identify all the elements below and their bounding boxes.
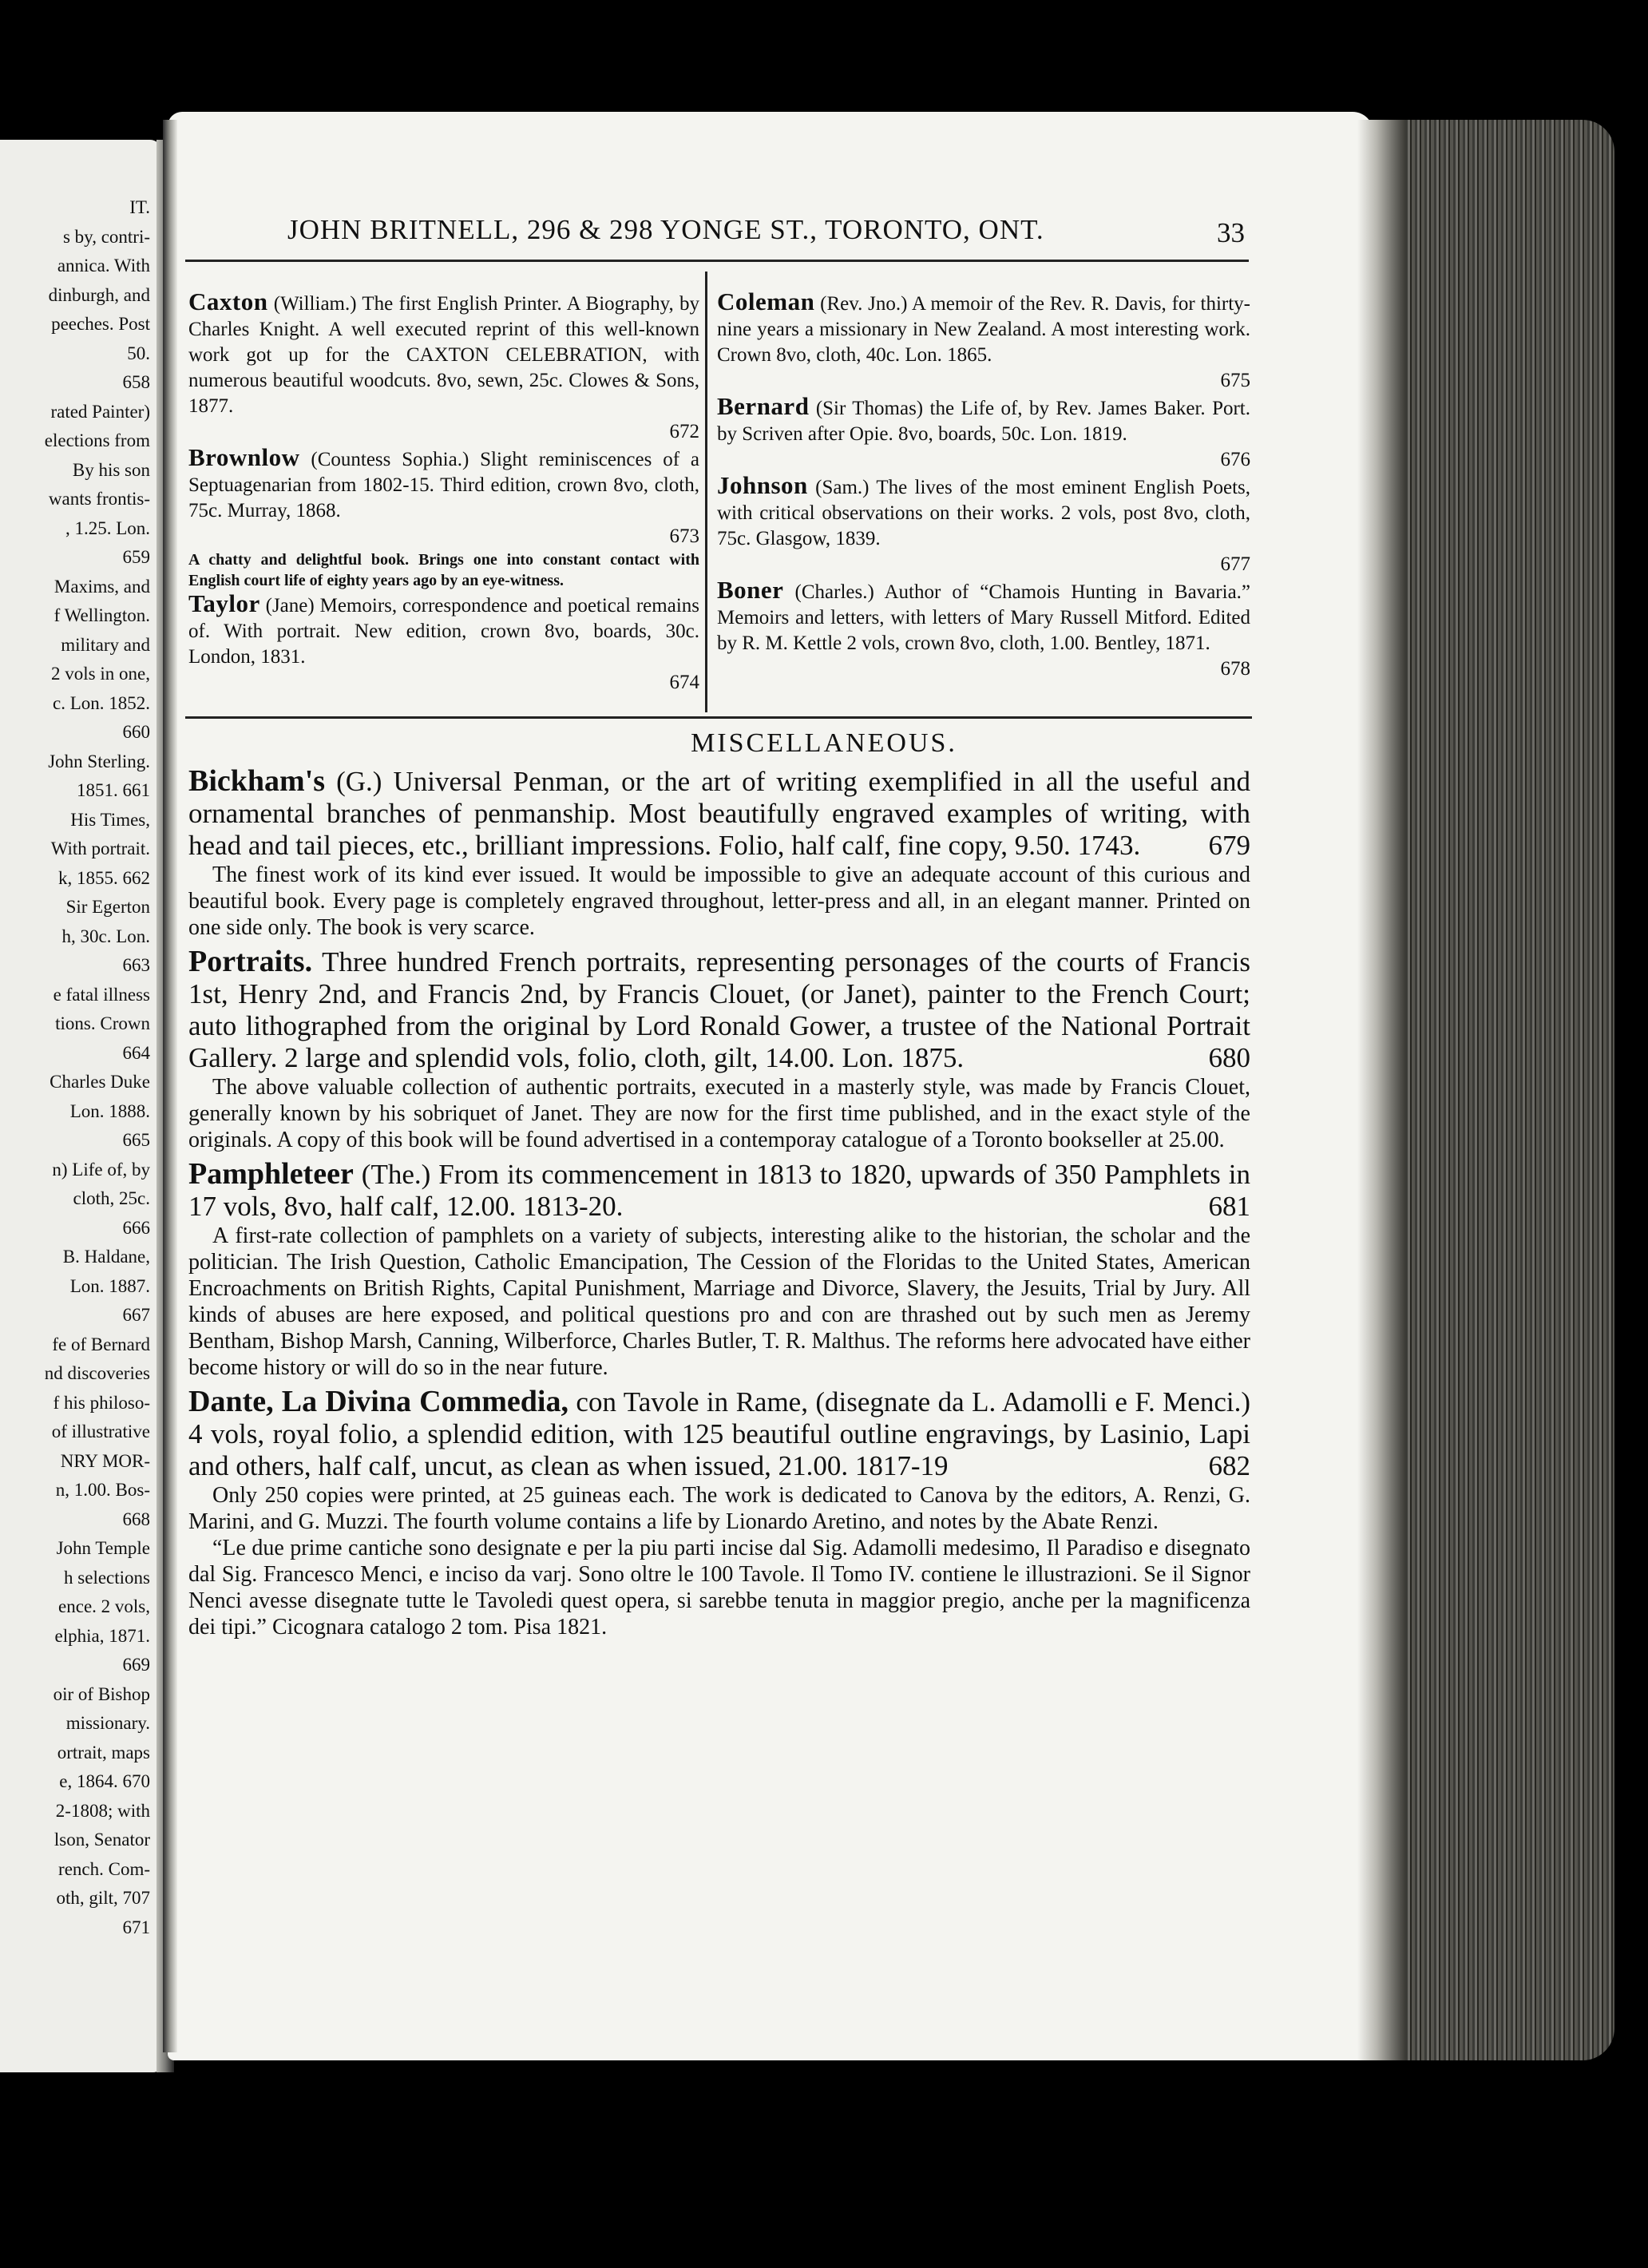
- left-page-line: oir of Bishop: [53, 1683, 150, 1704]
- misc-entry-number: 681: [1208, 1191, 1250, 1222]
- left-page-line: elections from: [44, 430, 150, 450]
- left-page-line: 671: [122, 1917, 150, 1937]
- left-page-line: 665: [122, 1130, 150, 1150]
- misc-entry-name: Dante, La Divina Commedia,: [188, 1385, 568, 1418]
- left-page-line: n, 1.00. Bos-: [55, 1480, 150, 1500]
- left-page-line: 664: [122, 1042, 150, 1063]
- left-column: [188, 289, 699, 696]
- entry-description: (William.) The first English Printer. A Biography, by Charles Knight. A well executed reprint of this well-known work got up for the CAXTON CELEBRATION, with numerous beautiful woodcuts. 8vo, sewn, 25c. Clowes & Sons, 1877.: [188, 293, 700, 417]
- left-page-line: 663: [122, 955, 150, 975]
- left-page-line: 50.: [127, 343, 150, 363]
- left-page-line: fe of Bernard: [52, 1334, 150, 1354]
- left-page-line: 667: [122, 1305, 150, 1325]
- left-page-line: 666: [122, 1217, 150, 1238]
- misc-entry: [188, 1386, 1250, 1640]
- entry-number: 674: [669, 672, 699, 693]
- entry-description: (Jane) Memoirs, correspondence and poetical remains of. With portrait. New edition, crown 8vo, boards, 30c. London, 1831.: [188, 595, 699, 668]
- misc-entry-title: (The.) From its commencement in 1813 to 1820, upwards of 350 Pamphlets in 17 vols, 8vo, half calf, 12.00. 1813-20.: [188, 1159, 1251, 1222]
- entry-number: 677: [1220, 553, 1250, 575]
- misc-entry-title: (G.) Universal Penman, or the art of writing exemplified in all the useful and ornamental branches of penmanship. Most beautifully engraved examples of writing, with head and tail pieces, etc., brilliant impressions. Folio, half calf, fine copy, 9.50. 1743.: [188, 766, 1250, 861]
- left-page-line: John Temple: [56, 1538, 150, 1558]
- column-divider: [705, 272, 707, 712]
- left-page-line: , 1.25. Lon.: [65, 517, 150, 538]
- left-page-line: s by, contri-: [62, 226, 150, 247]
- left-page-line: 2 vols in one,: [51, 664, 150, 684]
- misc-entry-heading: [188, 1386, 1250, 1482]
- entry-description: (Sam.) The lives of the most eminent English Poets, with critical observations on their works. 2 vols, post 8vo, cloth, 75c. Glasgow, 1839.: [717, 477, 1251, 549]
- left-page-line: nd discoveries: [44, 1363, 150, 1383]
- misc-entry-number: 682: [1208, 1450, 1250, 1481]
- right-column: [717, 289, 1250, 682]
- entry-number: 672: [669, 421, 699, 442]
- misc-entry-description: A first-rate collection of pamphlets on a variety of subjects, interesting alike to the historian, the scholar and the politician. The Irish Question, Catholic Emancipation, The Cession of the Floridas to the United States, American Encroachments on British Rights, Capital Punishment, Marriage and Divorce, Slavery, the Jesuits, Trial by Jury. All kinds of abuses are here exposed, and political questions pro and con are thrashed out by such men as Jeremy Bentham, Bishop Marsh, Canning, Wilberforce, Charles Butler, T. R. Malthus. The reforms here advocated have either become history or will do so in the near future.: [188, 1223, 1250, 1380]
- entry-name: Coleman: [717, 287, 815, 315]
- left-page-line: 1851. 661: [77, 780, 150, 800]
- misc-entry-number: 680: [1208, 1042, 1250, 1073]
- left-page-line: ortrait, maps: [57, 1742, 150, 1762]
- left-page-line: His Times,: [70, 809, 150, 830]
- header-rule: [185, 260, 1249, 262]
- misc-entry: [188, 946, 1250, 1153]
- left-facing-page: [0, 140, 161, 2072]
- left-page-line: lson, Senator: [53, 1830, 150, 1850]
- catalogue-entry: [717, 577, 1250, 682]
- left-page-line: h, 30c. Lon.: [61, 926, 150, 946]
- left-page-line: n) Life of, by: [52, 1159, 150, 1180]
- entry-name: Taylor: [188, 589, 260, 617]
- left-page-line: h selections: [64, 1567, 150, 1588]
- left-page-line: elphia, 1871.: [54, 1625, 150, 1646]
- columns-bottom-rule: [185, 716, 1252, 719]
- entry-name: Caxton: [188, 287, 268, 315]
- entry-number: 675: [1220, 370, 1250, 391]
- left-page-line: k, 1855. 662: [58, 867, 150, 888]
- misc-entry-title: Three hundred French portraits, representing personages of the courts of Francis 1st, Henry 2nd, and Francis 2nd, by Francis Clouet, (or Janet), painter to the French Court; auto lithographed from the original by Lord Ronald Gower, a trustee of the National Portrait Gallery. 2 large and splendid vols, folio, cloth, gilt, 14.00. Lon. 1875.: [188, 946, 1250, 1073]
- left-page-line: 658: [122, 372, 150, 392]
- miscellaneous-section: [188, 765, 1250, 1645]
- left-page-line: B. Haldane,: [62, 1247, 150, 1267]
- misc-entry-heading: [188, 1158, 1250, 1223]
- entry-name: Bernard: [717, 392, 810, 420]
- page-edge-shade: [1357, 120, 1405, 2060]
- left-page-line: f Wellington.: [53, 605, 150, 625]
- left-page-line: ence. 2 vols,: [58, 1596, 150, 1616]
- left-page-line: NRY MOR-: [60, 1450, 150, 1471]
- misc-entry-heading: [188, 946, 1250, 1074]
- misc-entry: [188, 1158, 1250, 1381]
- left-page-line: annica. With: [57, 256, 150, 276]
- left-page-line: e, 1864. 670: [59, 1771, 150, 1791]
- misc-entry-description: The finest work of its kind ever issued. It would be impossible to give an adequate account of this curious and beautiful book. Every page is completely engraved throughout, letter-press and all, in an elegant manner. Printed on one side only. The book is very scarce.: [188, 862, 1250, 940]
- entry-number: 673: [669, 525, 699, 547]
- entry-name: Johnson: [717, 471, 808, 499]
- entry-number: 678: [1220, 658, 1250, 680]
- left-page-line: tions. Crown: [55, 1013, 150, 1033]
- catalogue-entry: [717, 394, 1250, 473]
- page-number: 33: [1217, 217, 1245, 248]
- left-page-line: cloth, 25c.: [73, 1188, 150, 1208]
- misc-entry-name: Portraits.: [188, 945, 313, 978]
- left-page-line: dinburgh, and: [48, 284, 150, 305]
- misc-entry-name: Bickham's: [188, 764, 326, 798]
- left-page-line: peeches. Post: [51, 314, 150, 334]
- misc-entry-description: Only 250 copies were printed, at 25 guineas each. The work is dedicated to Canova by the editors, A. Renzi, G. Marini, and G. Muzzi. The fourth volume contains a life by Lionardo Aretino, and notes by the Abate Renzi.: [188, 1483, 1250, 1534]
- left-page-line: 2-1808; with: [55, 1800, 150, 1821]
- left-page-line: Sir Egerton: [65, 897, 150, 917]
- left-page-line: Lon. 1887.: [69, 1275, 150, 1296]
- left-page-line: 669: [122, 1655, 150, 1675]
- entry-name: Boner: [717, 576, 784, 604]
- entry-description: (Countess Sophia.) Slight reminiscences of a Septuagenarian from 1802-15. Third edition, crown 8vo, cloth, 75c. Murray, 1868.: [188, 449, 699, 521]
- left-page-line: oth, gilt, 707: [56, 1888, 150, 1908]
- left-page-line: c. Lon. 1852.: [52, 692, 150, 713]
- left-page-line: John Sterling.: [48, 751, 150, 771]
- left-page-line: rench. Com-: [58, 1858, 150, 1879]
- misc-entry-number: 679: [1208, 830, 1250, 861]
- misc-entry-description: The above valuable collection of authentic portraits, executed in a masterly style, was made by Francis Clouet, generally known by his sobriquet of Janet. They are now for the first time published, and in the exact style of the originals. A copy of this book will be found advertised in a contemporay catalogue of a Toronto bookseller at 25.00.: [188, 1075, 1250, 1152]
- page-gutter-shadow: [163, 120, 177, 2052]
- left-page-line: Maxims, and: [53, 576, 150, 597]
- entry-description: (Charles.) Author of “Chamois Hunting in Bavaria.” Memoirs and letters, with letters of Mary Russell Mitford. Edited by R. M. Kettle 2 vols, crown 8vo, cloth, 1.00. Bentley, 1871.: [717, 581, 1251, 654]
- left-page-line: military and: [61, 634, 150, 655]
- section-title: MISCELLANEOUS.: [691, 728, 957, 758]
- catalogue-entry: [188, 445, 699, 591]
- left-page-line: of illustrative: [51, 1421, 150, 1441]
- entry-name: Brownlow: [188, 443, 300, 471]
- left-page-line: Lon. 1888.: [69, 1100, 150, 1121]
- left-page-line: IT.: [129, 197, 150, 217]
- catalogue-entry: [188, 289, 699, 445]
- catalogue-entry: [717, 473, 1250, 577]
- misc-entry-name: Pamphleteer: [188, 1157, 354, 1191]
- misc-entry-description: “Le due prime cantiche sono designate e per la piu parti incise dal Sig. Adamolli medesimo, Il Paradiso e disegnato dal Sig. Francesco Menci, e inciso da varj. Sono oltre le 100 Tavole. Il Tomo IV. contiene le illustrazioni. Se il Signor Nenci avesse disegnate tutte le Tavoledi quest opera, si sarebbe tenuta in maggior pregio, anche per la magnificenza dei tipi.” Cicognara catalogo 2 tom. Pisa 1821.: [188, 1536, 1250, 1640]
- left-page-line: missionary.: [65, 1713, 150, 1733]
- left-page-line: f his philoso-: [53, 1392, 150, 1413]
- left-page-line: e fatal illness: [53, 984, 150, 1005]
- left-page-line: wants frontis-: [48, 489, 150, 509]
- catalogue-entry: [717, 289, 1250, 394]
- misc-entry-title: con Tavole in Rame, (disegnate da L. Adamolli e F. Menci.) 4 vols, royal folio, a splendid edition, with 125 beautiful outline engravings, by Lasinio, Lapi and others, half calf, uncut, as clean as when issued, 21.00. 1817-19: [188, 1386, 1250, 1481]
- left-page-line: 660: [122, 722, 150, 742]
- entry-note: A chatty and delightful book. Brings one into constant contact with English court life of eighty years ago by an eye-witness.: [188, 551, 699, 589]
- catalogue-entry: [188, 591, 699, 696]
- running-header: JOHN BRITNELL, 296 & 298 YONGE ST., TORONTO, ONT.: [287, 214, 1044, 245]
- entry-description: (Rev. Jno.) A memoir of the Rev. R. Davis, for thirty-nine years a missionary in New Zealand. A most interesting work. Crown 8vo, cloth, 40c. Lon. 1865.: [717, 293, 1251, 366]
- entry-number: 676: [1220, 449, 1250, 470]
- left-page-line: By his son: [72, 459, 150, 480]
- misc-entry-heading: [188, 765, 1250, 862]
- left-page-line: rated Painter): [50, 401, 150, 422]
- left-page-line: With portrait.: [50, 839, 150, 858]
- left-page-line: Charles Duke: [50, 1072, 150, 1092]
- misc-entry: [188, 765, 1250, 941]
- left-page-line: 659: [122, 547, 150, 567]
- entry-description: (Sir Thomas) the Life of, by Rev. James Baker. Port. by Scriven after Opie. 8vo, boards, 50c. Lon. 1819.: [717, 398, 1250, 445]
- left-page-line: 668: [122, 1509, 150, 1529]
